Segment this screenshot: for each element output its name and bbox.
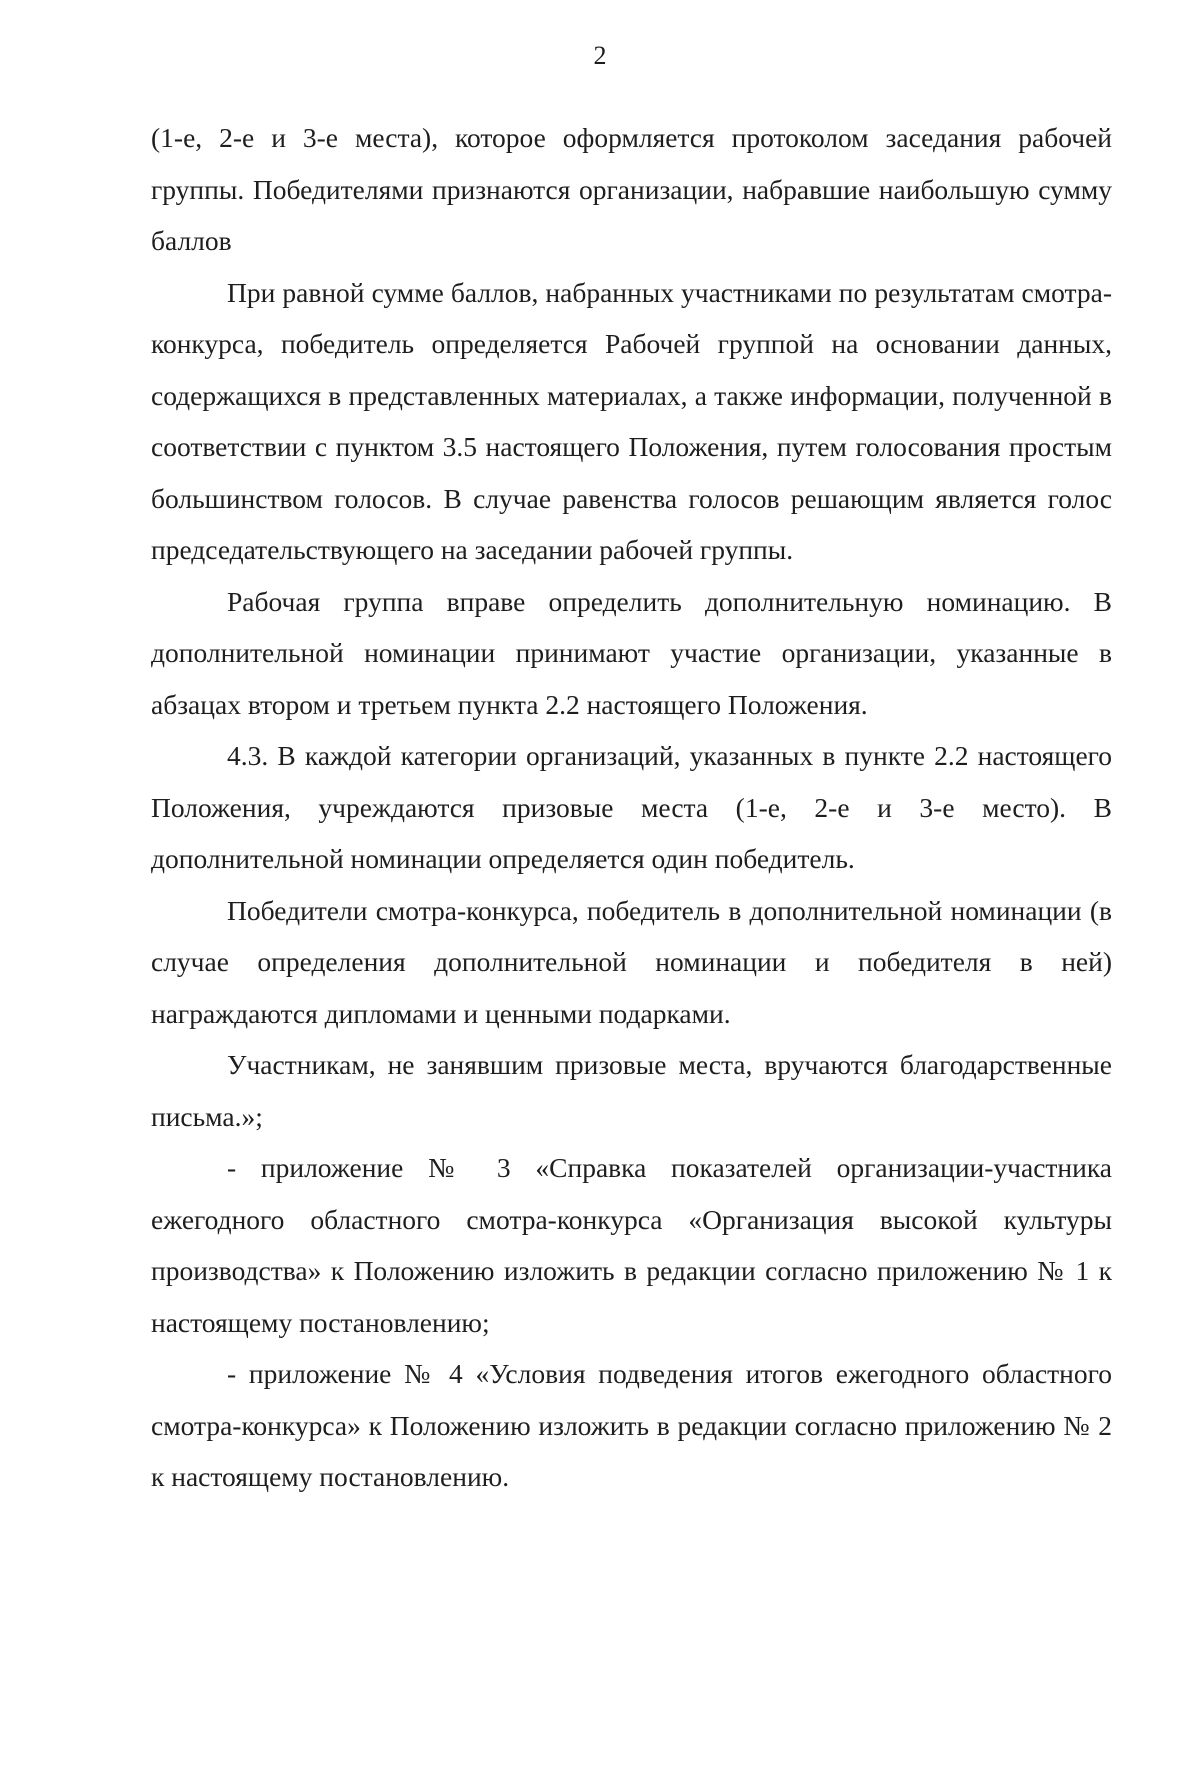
document-body: [151, 112, 1112, 1503]
paragraph: Победители смотра-конкурса, победитель в дополнительной номинации (в случае определения дополнительной номинации и победителя в ней) награждаются дипломами и ценными подарками.: [151, 894, 1112, 1029]
paragraph: 4.3. В каждой категории организаций, указанных в пункте 2.2 настоящего Положения, учреждаются призовые места (1-е, 2-е и 3-е место). В дополнительной номинации определяется один победитель.: [151, 740, 1112, 874]
paragraph: (1-е, 2-е и 3-е места), которое оформляется протоколом заседания рабочей группы. Победителями признаются организации, набравшие наибольшую сумму баллов: [151, 122, 1112, 256]
paragraph: - приложение № 3 «Справка показателей организации-участника ежегодного областного смотра-конкурса «Организация высокой культуры производства» к Положению изложить в редакции согласно приложению № 1 к настоящему постановлению;: [151, 1152, 1112, 1338]
paragraph: Рабочая группа вправе определить дополнительную номинацию. В дополнительной номинации принимают участие организации, указанные в абзацах втором и третьем пункта 2.2 настоящего Положения.: [151, 585, 1112, 720]
page-number: 2: [593, 41, 607, 70]
paragraph: При равной сумме баллов, набранных участниками по результатам смотра-конкурса, победитель определяется Рабочей группой на основании данных, содержащихся в представленных материалах, а также информации, полученной в соответствии с пунктом 3.5 настоящего Положения, путем голосования простым большинством голосов. В случае равенства голосов решающим является голос председательствующего на заседании рабочей группы.: [151, 276, 1112, 565]
paragraph: Участникам, не занявшим призовые места, вручаются благодарственные письма.»;: [151, 1049, 1112, 1132]
paragraph: - приложение № 4 «Условия подведения итогов ежегодного областного смотра-конкурса» к Положению изложить в редакции согласно приложению № 2 к настоящему постановлению.: [151, 1358, 1112, 1492]
